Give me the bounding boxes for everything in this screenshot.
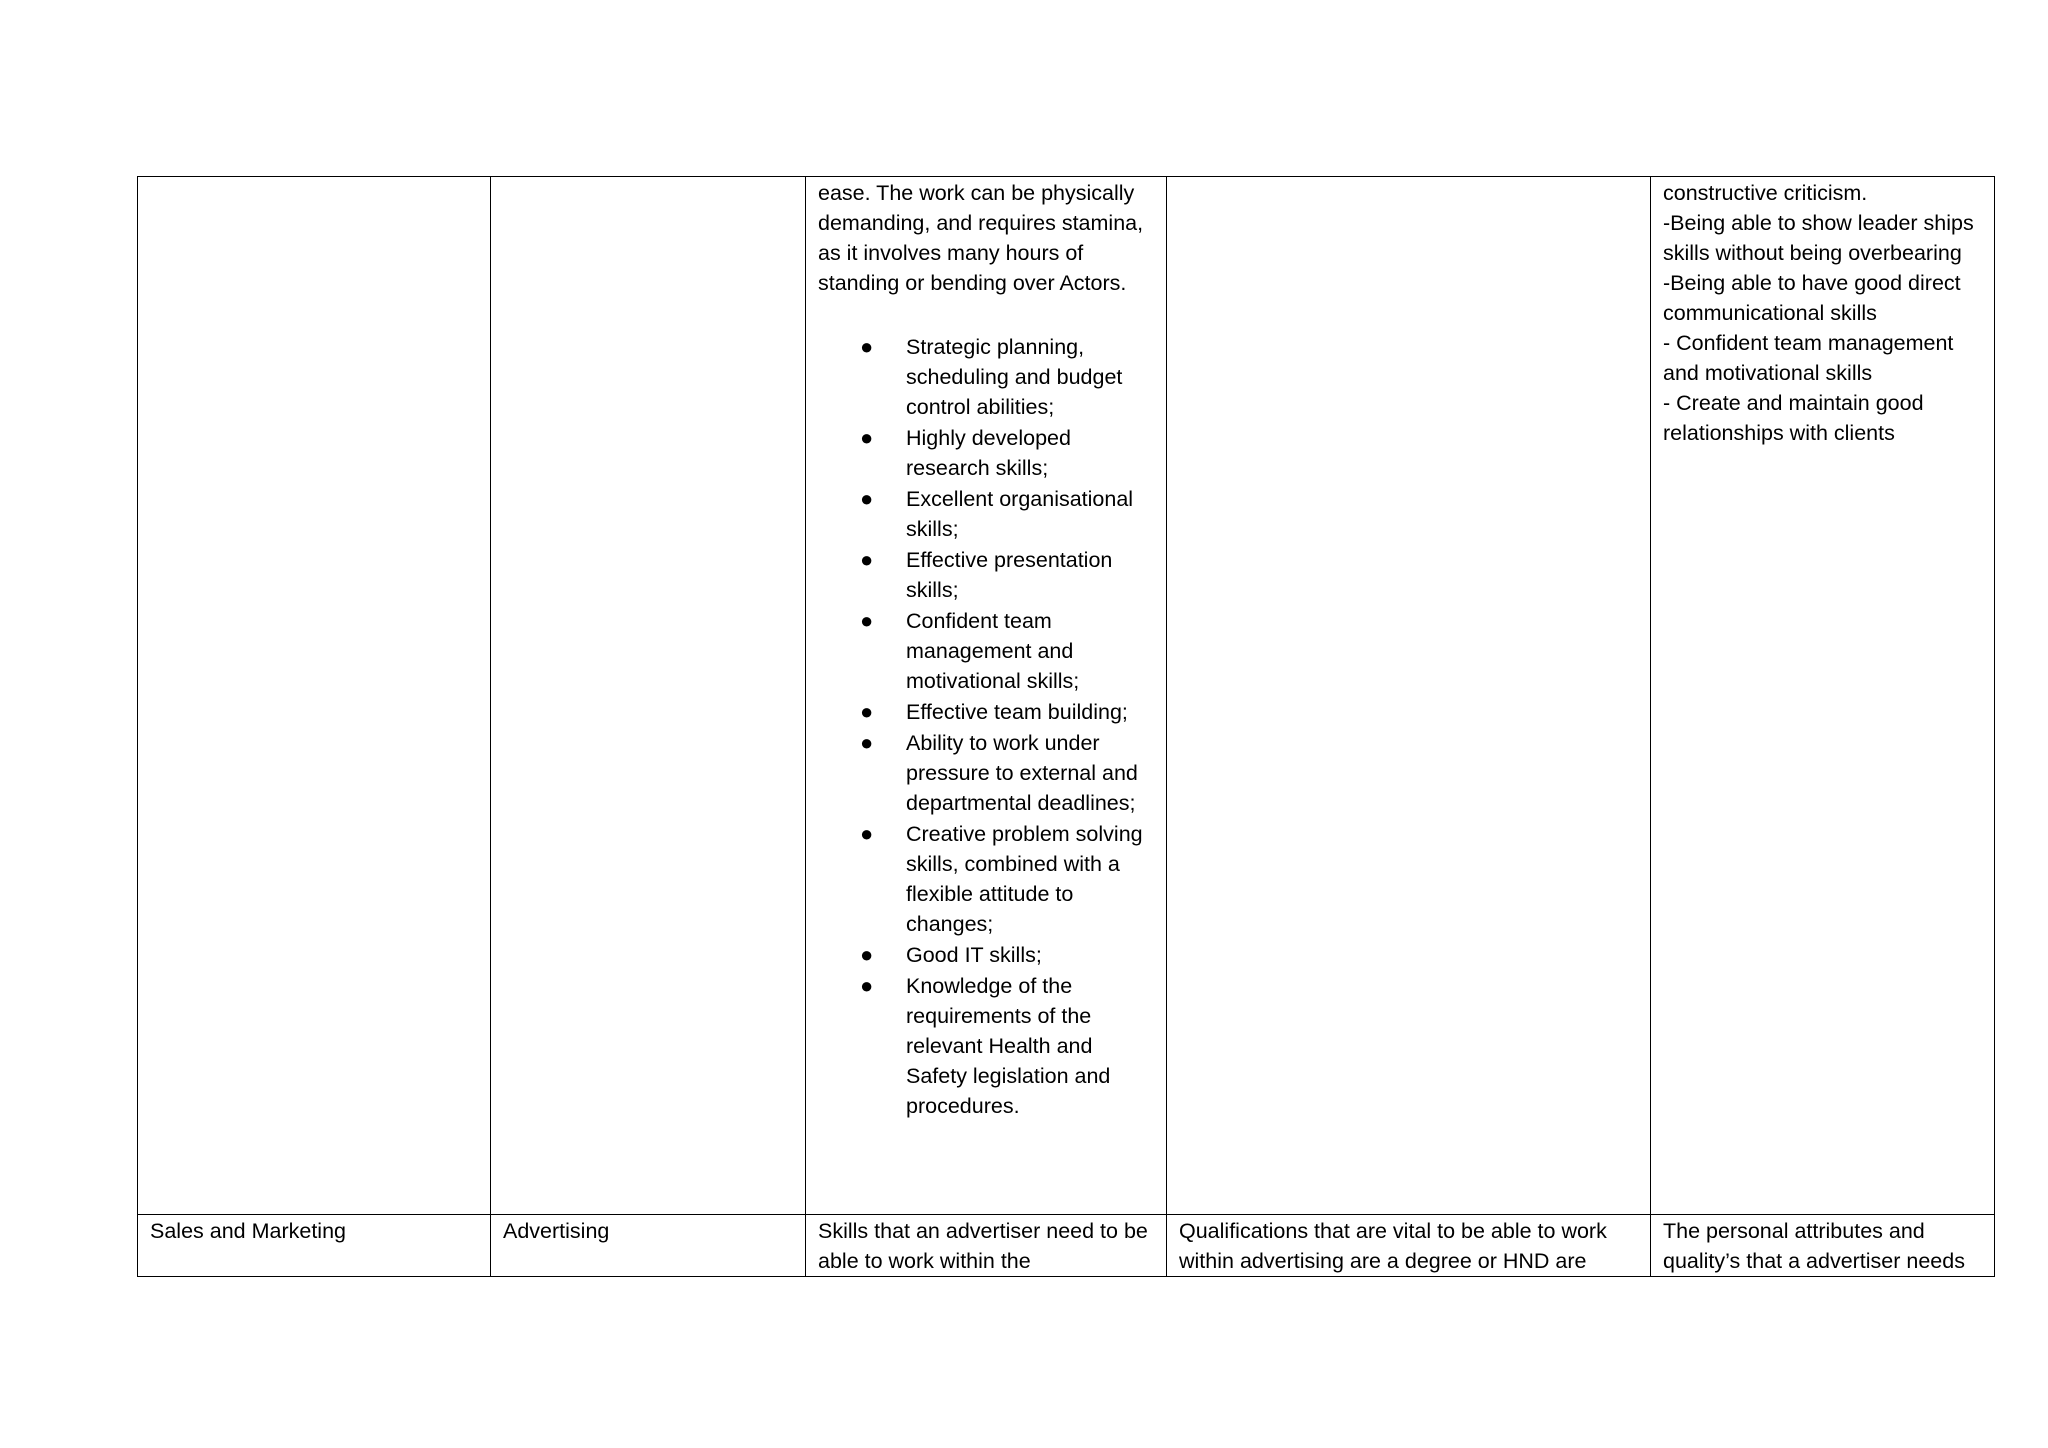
skills-bullet-list	[818, 332, 1154, 1121]
bullet-icon: ●	[860, 547, 874, 572]
bullet-icon: ●	[860, 608, 874, 633]
table-cell-job	[491, 177, 806, 1215]
list-item: ● Strategic planning, scheduling and budget control abilities;	[860, 334, 1123, 419]
bullet-icon: ●	[860, 486, 874, 511]
table-row	[138, 177, 1995, 1215]
list-item: ● Knowledge of the requirements of the relevant Health and Safety legislation and procedures.	[860, 973, 1111, 1118]
list-item: ● Effective team building;	[906, 697, 1154, 727]
table-cell-job: Advertising	[491, 1215, 806, 1277]
attribute-line: -Being able to show leader ships skills without being overbearing	[1663, 211, 1974, 265]
bullet-icon: ●	[860, 973, 874, 998]
list-item: ● Confident team management and motivational skills;	[860, 608, 1080, 693]
skills-intro-text: ease. The work can be physically demanding, and requires stamina, as it involves many hours of standing or bending over Actors.	[818, 181, 1144, 295]
list-item: ● Good IT skills;	[906, 940, 1154, 970]
bullet-icon: ●	[860, 942, 874, 967]
table-cell-qualifications	[1167, 177, 1651, 1215]
table-cell-attributes	[1651, 177, 1995, 1215]
list-item: ● Ability to work under pressure to external and departmental deadlines;	[860, 730, 1138, 815]
table-cell-qualifications: Qualifications that are vital to be able to work within advertising are a degree or HND are	[1167, 1215, 1651, 1277]
careers-table	[137, 176, 1995, 1277]
list-item: ● Creative problem solving skills, combined with a flexible attitude to changes;	[860, 821, 1143, 936]
table-cell-sector: Sales and Marketing	[138, 1215, 491, 1277]
bullet-icon: ●	[860, 821, 874, 846]
attribute-line: -Being able to have good direct communicational skills	[1663, 271, 1961, 325]
bullet-icon: ●	[860, 730, 874, 755]
table-cell-sector	[138, 177, 491, 1215]
bullet-icon: ●	[860, 334, 874, 359]
table-cell-attributes: The personal attributes and quality’s that a advertiser needs	[1651, 1215, 1995, 1277]
bullet-icon: ●	[860, 425, 874, 450]
list-item: ● Excellent organisational skills;	[860, 486, 1134, 541]
attribute-line: - Create and maintain good relationships with clients	[1663, 391, 1924, 445]
table-cell-skills: Skills that an advertiser need to be able to work within the	[806, 1215, 1167, 1277]
list-item: ● Effective presentation skills;	[860, 547, 1113, 602]
table-row	[138, 1215, 1995, 1277]
table-cell-skills	[806, 177, 1167, 1215]
attribute-line: constructive criticism.	[1663, 181, 1868, 205]
bullet-icon: ●	[860, 699, 874, 724]
list-item: ● Highly developed research skills;	[860, 425, 1071, 480]
attribute-line: - Confident team management and motivational skills	[1663, 331, 1954, 385]
